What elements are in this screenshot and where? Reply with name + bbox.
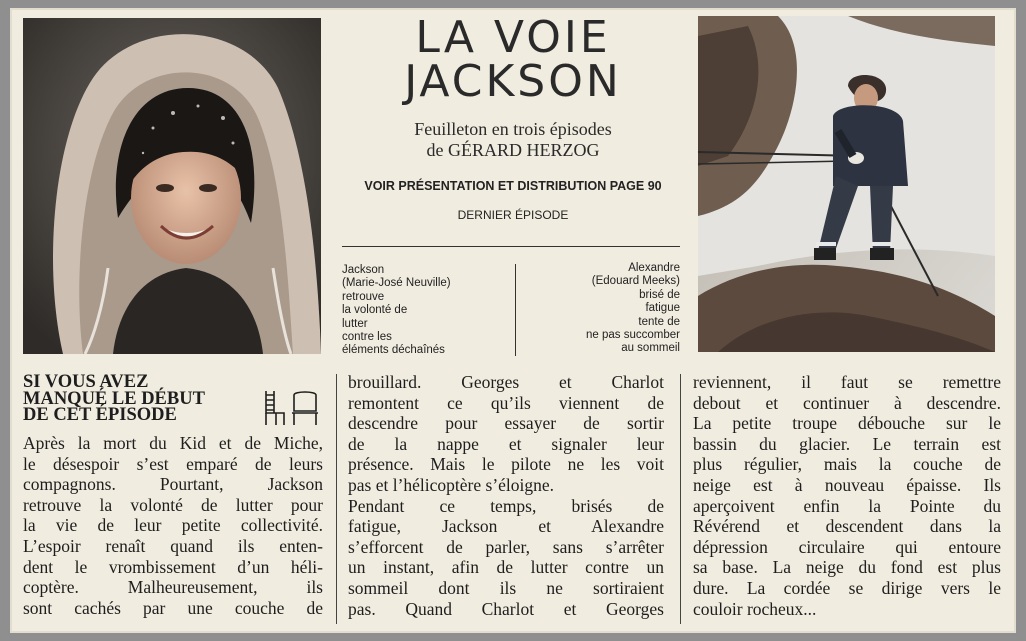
caption-line: lutter — [342, 317, 368, 330]
headline-line-1: LA VOIE — [415, 12, 611, 63]
caption-line: (Marie-José Neuville) — [342, 277, 451, 290]
section-heading-line: SI VOUS AVEZ — [23, 372, 149, 392]
text-line: bassin du glacier. Le terrain est — [693, 433, 1001, 454]
caption-line: retrouve — [342, 290, 385, 303]
section-heading — [23, 374, 263, 424]
right-photo-caption — [550, 262, 680, 356]
article-column-2 — [348, 372, 664, 619]
caption-line: (Edouard Meeks) — [591, 275, 680, 288]
caption-line: fatigue — [645, 302, 680, 315]
caption-divider — [515, 264, 516, 356]
episode-label: DERNIER ÉPISODE — [457, 208, 569, 222]
text-line: la vie de leur petite collectivité. — [23, 515, 323, 536]
text-line: sommeil dont ils ne sortiraient — [348, 577, 664, 598]
text-line: couloir rocheux... — [693, 598, 817, 619]
text-line: pas et l’hélicoptère s’éloigne. — [348, 474, 555, 495]
text-line: de la nappe et signaler leur — [348, 433, 664, 454]
woman-in-hood-photo — [23, 18, 321, 354]
chairs-icon — [262, 389, 320, 427]
article-column-3 — [693, 372, 1001, 619]
text-line: le désespoir s’est emparé de leurs — [23, 453, 323, 474]
text-line: reviennent, il faut se remettre — [693, 372, 1001, 392]
text-line: Pendant ce temps, brisés de — [348, 495, 664, 516]
climber-on-rope-photo — [698, 16, 995, 352]
subtitle-line-2: de GÉRARD HERZOG — [426, 140, 600, 160]
text-line: Révérend et descendent dans la — [693, 516, 1001, 537]
text-line: La petite troupe débouche sur le — [693, 413, 1001, 434]
magazine-page — [10, 8, 1016, 633]
text-line: compagnons. Pourtant, Jackson — [23, 474, 323, 495]
caption-line: la volonté de — [342, 304, 408, 317]
text-line: brouillard. Georges et Charlot — [348, 372, 664, 392]
text-line: coptère. Malheureusement, ils — [23, 577, 323, 598]
text-line: neige est à nouveau épaisse. Ils — [693, 474, 1001, 495]
caption-line: Alexandre — [628, 262, 680, 274]
caption-line: éléments déchaînés — [342, 344, 445, 357]
section-heading-line: MANQUÉ LE DÉBUT — [23, 388, 205, 409]
presentation-note: VOIR PRÉSENTATION ET DISTRIBUTION PAGE 90 — [364, 179, 662, 193]
text-line: dépression circulaire qui entoure — [693, 536, 1001, 557]
article-column-1 — [23, 433, 323, 618]
text-line: présence. Mais le pilote ne les voit — [348, 454, 664, 475]
subtitle — [340, 119, 686, 161]
text-line: s’efforcent de parler, sans s’arrêter — [348, 536, 664, 557]
text-line: L’espoir renaît quand ils enten- — [23, 535, 323, 556]
text-line: fatigue, Jackson et Alexandre — [348, 516, 664, 537]
text-line: debout et continuer à descendre. — [693, 392, 1001, 413]
headline — [340, 12, 686, 107]
column-divider-2 — [680, 374, 681, 624]
text-line: sont cachés par une couche de — [23, 597, 323, 618]
headline-line-2: JACKSON — [404, 56, 622, 107]
text-line: remontent ce qu’ils viennent de — [348, 392, 664, 413]
section-heading-line: DE CET ÉPISODE — [23, 405, 177, 425]
left-photo-caption — [342, 264, 502, 358]
text-line: pas. Quand Charlot et Georges — [348, 598, 664, 619]
text-line: descendre pour essayer de sortir — [348, 413, 664, 434]
caption-line: tente de — [638, 315, 680, 328]
caption-line: au sommeil — [621, 342, 680, 355]
text-line: un instant, afin de lutter contre un — [348, 557, 664, 578]
column-divider-1 — [336, 374, 337, 624]
subtitle-line-1: Feuilleton en trois épisodes — [414, 119, 612, 139]
text-line: retrouve la volonté de lutter pour — [23, 494, 323, 515]
caption-line: contre les — [342, 331, 392, 344]
caption-top-rule — [342, 246, 680, 247]
caption-line: ne pas succomber — [586, 329, 680, 342]
text-line: dent le vrombissement d’un héli- — [23, 556, 323, 577]
caption-line: Jackson — [342, 264, 385, 276]
text-line: plus régulier, mais la couche de — [693, 454, 1001, 475]
text-line: Après la mort du Kid et de Miche, — [23, 433, 323, 453]
text-line: aperçoivent enfin la Pointe du — [693, 495, 1001, 516]
caption-line: brisé de — [639, 288, 680, 301]
text-line: sa base. La neige du fond est plus — [693, 557, 1001, 578]
text-line: dure. La cordée se dirige vers le — [693, 577, 1001, 598]
